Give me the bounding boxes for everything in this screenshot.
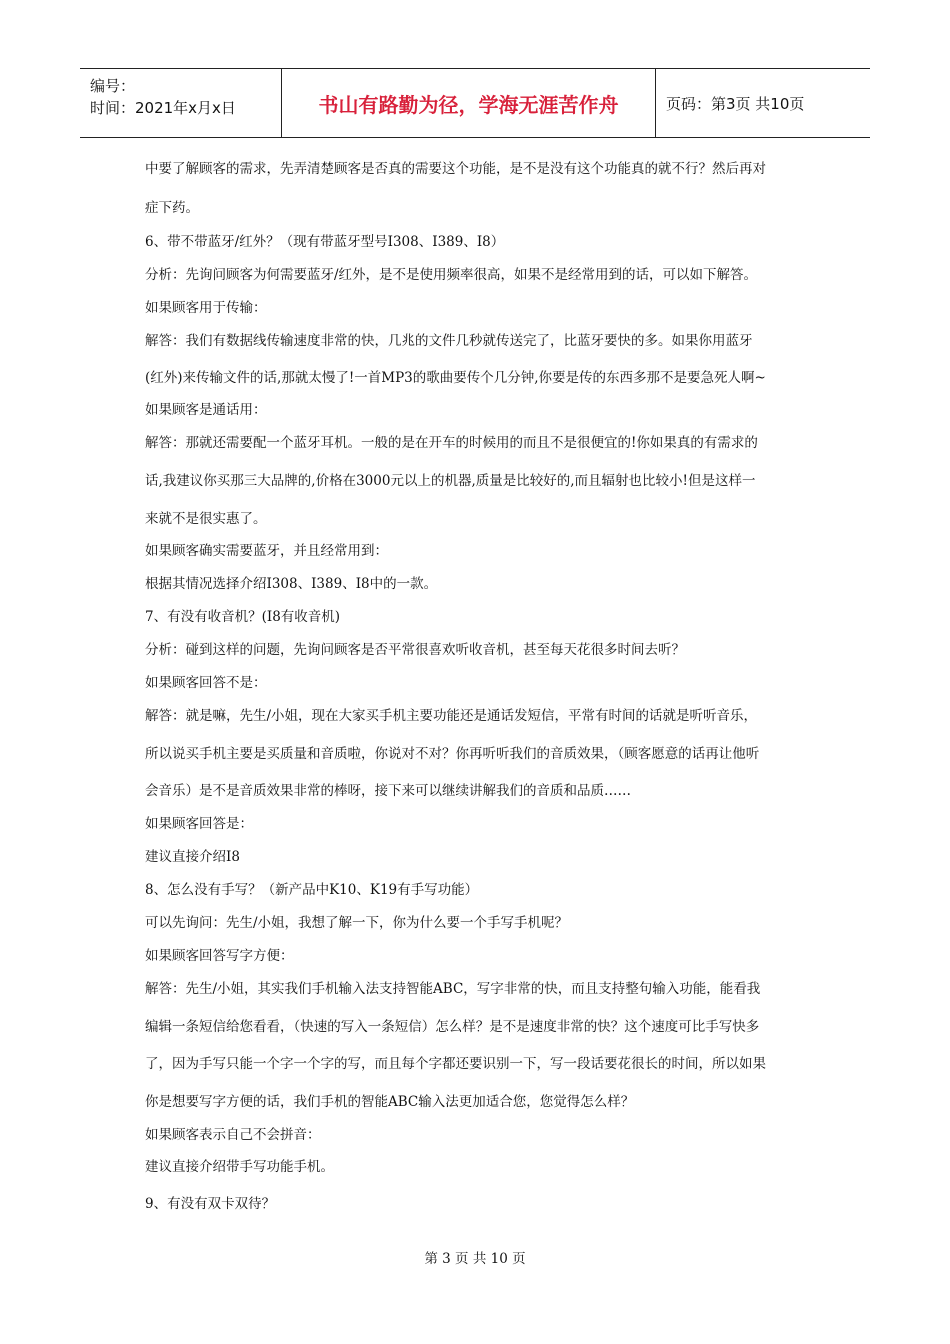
text-line: 解答：就是嘛，先生/小姐，现在大家买手机主要功能还是通话发短信，平常有时间的话就是听听音乐，: [145, 708, 758, 724]
text-line: 如果顾客确实需要蓝牙，并且经常用到：: [145, 543, 388, 559]
text-line: 来就不是很实惠了。: [145, 511, 267, 527]
text-line: 话,我建议你买那三大品牌的,价格在3000元以上的机器,质量是比较好的,而且辐射也比较小!但是这样一: [145, 473, 756, 489]
text-line: 你是想要写字方便的话，我们手机的智能ABC输入法更加适合您，您觉得怎么样？: [145, 1094, 635, 1110]
text-line: 中要了解顾客的需求，先弄清楚顾客是否真的需要这个功能，是不是没有这个功能真的就不行？然后再对: [145, 161, 766, 177]
page-header: [80, 68, 870, 138]
header-motto: 书山有路勤为径，学海无涯苦作舟: [282, 69, 656, 137]
text-line: 建议直接介绍I8: [145, 849, 240, 865]
text-line: 如果顾客用于传输：: [145, 300, 267, 316]
text-line: 了，因为手写只能一个字一个字的写，而且每个字都还要识别一下，写一段话要花很长的时间，所以如果: [145, 1056, 766, 1072]
text-line: 7、有没有收音机？(I8有收音机): [145, 609, 341, 625]
text-line: 解答：先生/小姐，其实我们手机输入法支持智能ABC，写字非常的快，而且支持整句输入功能，能看我: [145, 981, 761, 997]
text-line: 分析：先询问顾客为何需要蓝牙/红外，是不是使用频率很高，如果不是经常用到的话，可以如下解答。: [145, 267, 758, 283]
text-line: 如果顾客是通话用：: [145, 402, 267, 418]
text-line: 会音乐）是不是音质效果非常的棒呀，接下来可以继续讲解我们的音质和品质……: [145, 783, 631, 799]
text-line: (红外)来传输文件的话,那就太慢了!一首MP3的歌曲要传个几分钟,你要是传的东西多那不是要急死人啊~: [145, 370, 766, 386]
text-line: 分析：碰到这样的问题，先询问顾客是否平常很喜欢听收音机，甚至每天花很多时间去听？: [145, 642, 685, 658]
text-line: 编辑一条短信给您看看，（快速的写入一条短信）怎么样？是不是速度非常的快？这个速度可比手写快多: [145, 1019, 760, 1035]
text-line: 解答：我们有数据线传输速度非常的快，几兆的文件几秒就传送完了，比蓝牙要快的多。如果你用蓝牙: [145, 333, 753, 349]
time-label: 时间：2021年x月x日: [90, 99, 236, 117]
text-line: 如果顾客回答不是：: [145, 675, 267, 691]
text-line: 根据其情况选择介绍I308、I389、I8中的一款。: [145, 576, 438, 592]
text-line: 如果顾客回答写字方便：: [145, 948, 294, 964]
text-line: 建议直接介绍带手写功能手机。: [145, 1159, 334, 1175]
text-line: 所以说买手机主要是买质量和音质啦，你说对不对？你再听听我们的音质效果，（顾客愿意的话再让他听: [145, 746, 760, 762]
header-meta: [80, 69, 282, 137]
text-line: 如果顾客表示自己不会拼音：: [145, 1127, 321, 1143]
text-line: 可以先询问：先生/小姐，我想了解一下，你为什么要一个手写手机呢？: [145, 915, 569, 931]
page-footer: 第 3 页 共 10 页: [424, 1251, 526, 1267]
text-line: 6、带不带蓝牙/红外？（现有带蓝牙型号I308、I389、I8）: [145, 234, 505, 250]
text-line: 如果顾客回答是：: [145, 816, 253, 832]
header-page-info: 页码：第3页 共10页: [666, 94, 805, 113]
text-line: 解答：那就还需要配一个蓝牙耳机。一般的是在开车的时候用的而且不是很便宜的!你如果真的有需求的: [145, 435, 758, 451]
text-line: 8、怎么没有手写？（新产品中K10、K19有手写功能）: [145, 882, 479, 898]
text-line: 症下药。: [145, 200, 199, 216]
number-label: 编号：: [90, 77, 136, 95]
text-line: 9、有没有双卡双待？: [145, 1196, 276, 1212]
